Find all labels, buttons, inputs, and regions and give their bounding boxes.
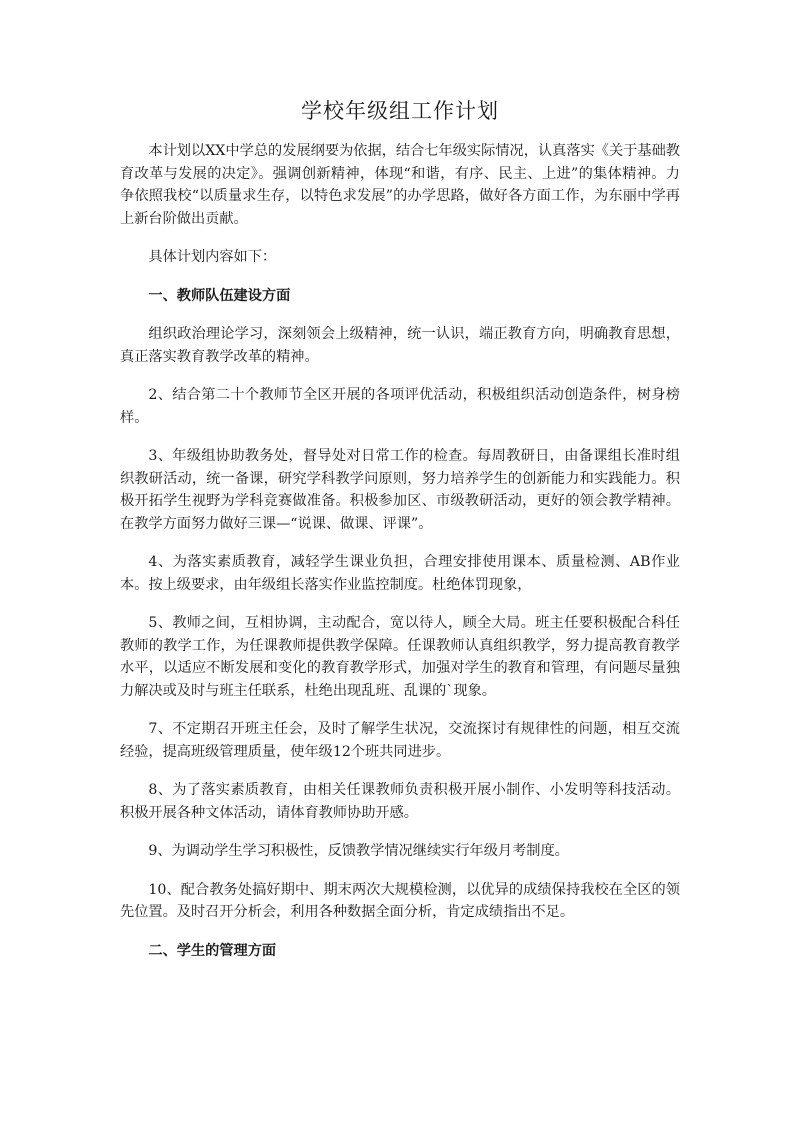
list-item: 10、配合教务处搞好期中、期末两次大规模检测，以优异的成绩保持我校在全区的领先位置。及时召开分析会，利用各种数据全面分析，肯定成绩指出不足。 [120, 881, 680, 920]
list-item: 组织政治理论学习，深刻领会上级精神，统一认识，端正教育方向，明确教育思想，真正落实教育教学改革的精神。 [120, 326, 680, 365]
document-title: 学校年级组工作计划 [301, 99, 499, 123]
section-heading-students: 二、学生的管理方面 [148, 942, 277, 959]
list-item: 4、为落实素质教育，减轻学生课业负担，合理安排使用课本、质量检测、AB作业本。按上级要求，由年级组长落实作业监控制度。杜绝体罚现象， [120, 554, 680, 593]
lead-paragraph: 具体计划内容如下： [148, 249, 277, 265]
intro-paragraph: 本计划以XX中学总的发展纲要为依据，结合七年级实际情况，认真落实《关于基础教育改革与发展的决定》。强调创新精神，体现“和谐，有序、民主、上进”的集体精神。力争依照我校“以质量求生存，以特色求发展”的办学思路，做好各方面工作，为东丽中学再上新台阶做出贡献。 [120, 143, 680, 227]
document-page [120, 96, 680, 978]
list-item: 5、教师之间，互相协调，主动配合，宽以待人，顾全大局。班主任要积极配合科任教师的教学工作，为任课教师提供教学保障。任课教师认真组织教学，努力提高教育教学水平，以适应不断发展和变化的教育教学形式，加强对学生的教育和管理，有问题尽量独力解决或及时与班主任联系，杜绝出现乱班、乱课的`现象。 [120, 615, 680, 699]
list-item: 2、结合第二十个教师节全区开展的各项评优活动，积极组织活动创造条件，树身榜样。 [120, 387, 680, 426]
list-item: 7、不定期召开班主任会，及时了解学生状况，交流探讨有规律性的问题，相互交流经验，提高班级管理质量，使年级12个班共同进步。 [120, 721, 680, 760]
list-item: 9、为调动学生学习积极性，反馈教学情况继续实行年级月考制度。 [148, 843, 569, 859]
section-heading-teachers: 一、教师队伍建设方面 [148, 287, 291, 304]
list-item: 3、年级组协助教务处，督导处对日常工作的检查。每周教研日，由备课组长准时组织教研活动，统一备课，研究学科教学问原则，努力培养学生的创新能力和实践能力。积极开拓学生视野为学科竞赛做准备。积极参加区、市级教研活动，更好的领会教学精神。在教学方面努力做好三课—“说课、做课、评课”。 [120, 448, 680, 532]
list-item: 8、为了落实素质教育，由相关任课教师负责积极开展小制作、小发明等科技活动。积极开展各种文体活动，请体育教师协助开感。 [120, 782, 680, 821]
